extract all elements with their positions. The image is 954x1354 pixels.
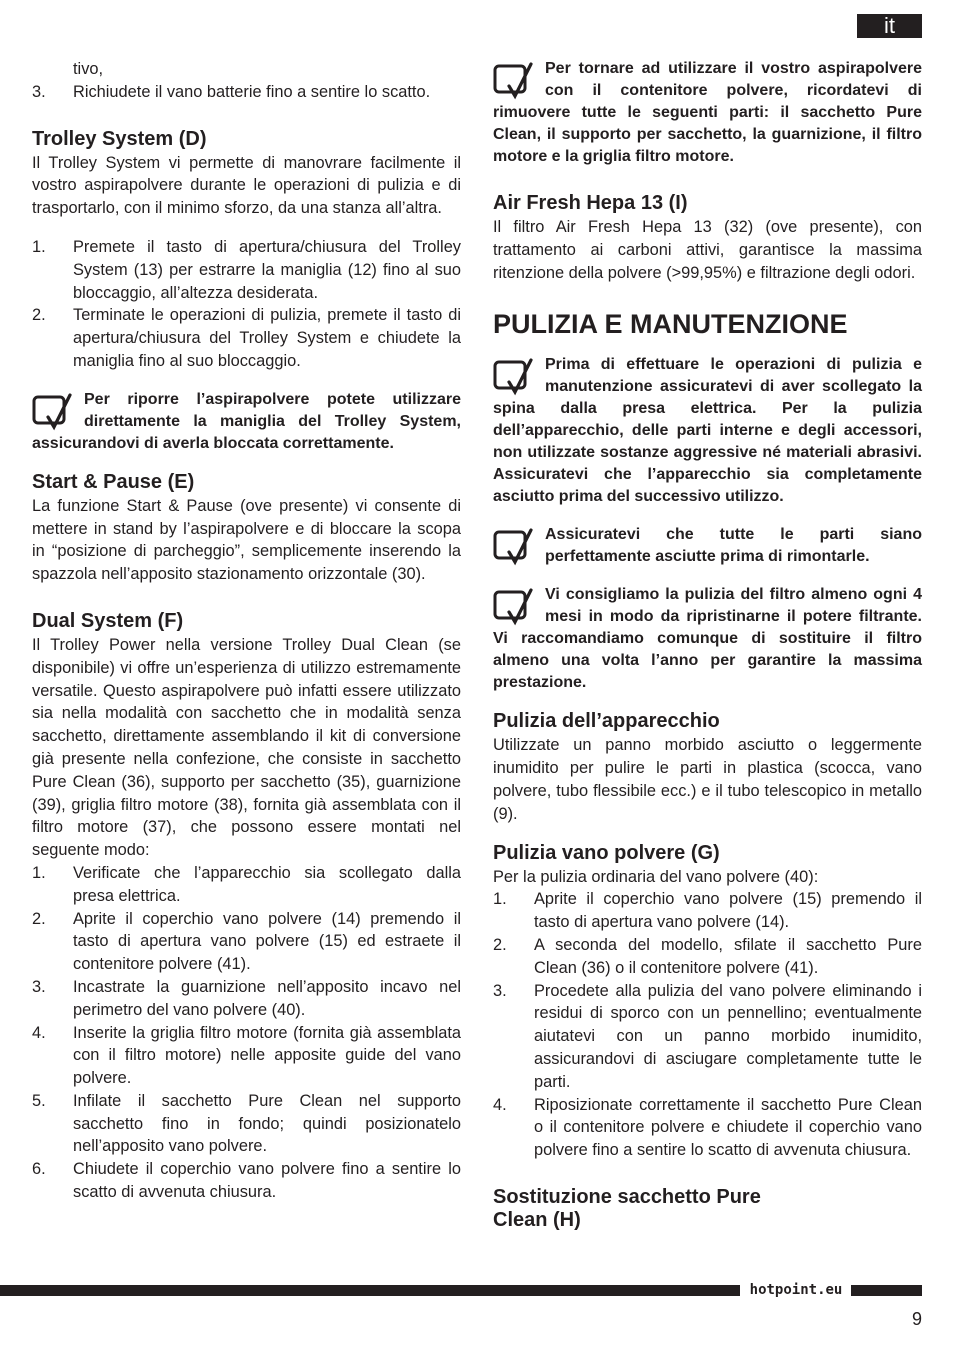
heading-line: Sostituzione sacchetto Pure (493, 1185, 761, 1208)
step-number: 3. (32, 977, 46, 996)
checkbox-check-icon (493, 62, 537, 102)
start-pause-body: La funzione Start & Pause (ove presente) vi consente di mettere in stand by l’aspirapolvere e di bloccare la scopa in “posizione di parcheggio”, semplicemente inserendo la spazzola nell’apposito stazionamento orizzontale (30). (32, 496, 461, 584)
list-item (32, 236, 461, 304)
dust-compartment-steps-list (493, 888, 922, 1162)
step-number: 3. (493, 981, 507, 1000)
step-number: 1. (32, 863, 46, 882)
list-item (32, 1090, 461, 1158)
section-title: PULIZIA E MANUTENZIONE (493, 309, 848, 340)
step-text: Infilate il sacchetto Pure Clean nel supporto sacchetto fino in fondo; quindi posizionatelo nell’apposito vano polvere. (73, 1091, 461, 1156)
list-item (32, 1022, 461, 1090)
checkbox-check-icon (32, 393, 76, 433)
step-text: Inserite la griglia filtro motore (fornita già assemblata con il filtro motore) nelle apposite guide del vano polvere. (73, 1023, 461, 1088)
step-text: Procedete alla pulizia del vano polvere eliminando i residui di sporco con un pennellino; eventualmente aiutatevi con un panno morbido inumidito, assicurandovi di asciugare completamente tutte le parti. (534, 981, 922, 1091)
dual-system-heading: Dual System (F) (32, 609, 184, 632)
list-item (32, 976, 461, 1022)
right-column (493, 58, 922, 1233)
dust-compartment-intro: Per la pulizia ordinaria del vano polvere (40): (493, 867, 819, 886)
checkbox-check-icon (493, 528, 537, 568)
list-item (32, 81, 461, 104)
step-text: tivo, (73, 60, 104, 78)
step-number: 3. (32, 82, 46, 101)
trolley-steps-list (32, 236, 461, 373)
step-text: A seconda del modello, sfilate il sacchetto Pure Clean (36) o il contenitore polvere (41). (534, 935, 922, 977)
step-text: Chiudete il coperchio vano polvere fino a sentire lo scatto di avvenuta chiusura. (73, 1160, 461, 1202)
cleaning-note-3 (493, 584, 922, 694)
bag-replacement-heading (493, 1186, 922, 1232)
hepa-body: Il filtro Air Fresh Hepa 13 (32) (ove presente), con trattamento ai carboni attivi, garantisce la massima ritenzione della polvere (>99,95%) e filtrazione degli odori. (493, 218, 922, 282)
list-item (493, 888, 922, 934)
list-item (32, 58, 461, 81)
step-number: 2. (32, 909, 46, 928)
list-item (32, 304, 461, 372)
note-text: Per riporre l’aspirapolvere potete utilizzare direttamente la maniglia del Trolley System, assicurandovi di averla bloccata correttamente. (32, 390, 461, 452)
step-number: 5. (32, 1091, 46, 1110)
cleaning-note-1 (493, 354, 922, 508)
list-item (32, 908, 461, 976)
dual-steps-list (32, 862, 461, 1204)
step-text: Riposizionate correttamente il sacchetto Pure Clean o il contenitore polvere e chiudete il coperchio vano polvere fino a sentire lo scatto di avvenuta chiusura. (534, 1095, 922, 1160)
step-number: 6. (32, 1160, 46, 1179)
brand-logo-text: hotpoint.eu (749, 1282, 843, 1298)
list-item (493, 980, 922, 1094)
step-number: 2. (32, 306, 46, 325)
page-number: 9 (911, 1309, 922, 1329)
step-text: Terminate le operazioni di pulizia, premete il tasto di apertura/chiusura del Trolley System e chiudete la maniglia fino al suo bloccaggio. (73, 306, 461, 370)
checkbox-check-icon (493, 588, 537, 628)
step-text: Premete il tasto di apertura/chiusura del Trolley System (13) per estrarre la maniglia (12) fino al suo bloccaggio, all’altezza desiderata. (73, 237, 461, 302)
step-text: Verificate che l’apparecchio sia scollegato dalla presa elettrica. (73, 863, 461, 905)
trolley-system-heading: Trolley System (D) (32, 127, 207, 150)
step-text: Incastrate la guarnizione nell’apposito incavo nel perimetro del vano polvere (40). (73, 977, 461, 1019)
trolley-system-body: Il Trolley System vi permette di manovrare facilmente il vostro aspirapolvere durante le operazioni di pulizia e di trasportarlo, con il minimo sforzo, da una stanza all’altra. (32, 153, 461, 218)
language-tab: it (857, 14, 922, 38)
checkbox-check-icon (493, 358, 537, 398)
cleaning-note-2 (493, 524, 922, 568)
list-item (32, 1158, 461, 1204)
footer-bar (851, 1285, 922, 1296)
list-item (493, 934, 922, 980)
left-column (32, 58, 461, 1204)
step-text: Aprite il coperchio vano polvere (14) premendo il tasto di apertura vano polvere (15) ed estraete il contenitore polvere (41). (73, 909, 461, 974)
return-container-note (493, 58, 922, 168)
start-pause-heading: Start & Pause (E) (32, 470, 195, 493)
trolley-note (32, 389, 461, 455)
step-number: 4. (493, 1095, 507, 1114)
dual-system-body: Il Trolley Power nella versione Trolley Dual Clean (se disponibile) vi offre un’esperienza di utilizzo estremamente versatile. Questo aspirapolvere può infatti essere utilizzato sia nella modalità con sacchetto che in modalità senza sacchetto, direttamente assemblando il kit di conversione già presente nella confezione, che consiste in sacchetto Pure Clean (36), supporto per sacchetto (35), guarnizione (39), griglia filtro motore (38), fornita già assemblata con il filtro motore (37), che possono essere montati nel seguente modo: (32, 635, 461, 860)
step-number: 1. (493, 890, 507, 909)
appliance-cleaning-body: Utilizzate un panno morbido asciutto o leggermente inumidito per pulire le parti in plastica (scocca, vano polvere, tubo flessibile ecc.) e il tubo telescopico in metallo (9). (493, 736, 922, 823)
note-text: Vi consigliamo la pulizia del filtro almeno ogni 4 mesi in modo da ripristinarne il potere filtrante. Vi raccomandiamo comunque di sostituire il filtro almeno una volta l’anno per garantire la massima prestazione. (493, 586, 922, 692)
note-text: Per tornare ad utilizzare il vostro aspirapolvere con il contenitore polvere, ricordatevi di rimuovere tutte le seguenti parti: il sacchetto Pure Clean, il supporto per sacchetto, la guarnizione, il filtro motore e la griglia filtro motore. (493, 60, 922, 165)
step-number: 2. (493, 935, 507, 954)
list-item (493, 1094, 922, 1162)
appliance-cleaning-heading: Pulizia dell’apparecchio (493, 710, 720, 733)
previous-steps-continuation (32, 58, 461, 104)
step-text: Richiudete il vano batterie fino a sentire lo scatto. (73, 82, 431, 101)
dust-compartment-heading: Pulizia vano polvere (G) (493, 841, 720, 864)
note-text: Prima di effettuare le operazioni di pulizia e manutenzione assicuratevi di aver scollegato la spina dalla presa elettrica. Per la pulizia dell’apparecchio, delle parti interne e degli accessori, non utilizzate sostanze aggressive né materiali abrasivi. Assicuratevi che l’apparecchio sia completamente asciutto prima del successivo utilizzo. (493, 356, 922, 506)
hepa-heading: Air Fresh Hepa 13 (I) (493, 192, 688, 214)
step-text: Aprite il coperchio vano polvere (15) premendo il tasto di apertura vano polvere (14). (534, 890, 922, 932)
step-number: 4. (32, 1023, 46, 1042)
step-number: 1. (32, 237, 46, 256)
heading-line: Clean (H) (493, 1208, 581, 1231)
note-text: Assicuratevi che tutte le parti siano perfettamente asciutte prima di rimontarle. (545, 526, 922, 566)
list-item (32, 862, 461, 908)
footer-bar (0, 1285, 740, 1296)
